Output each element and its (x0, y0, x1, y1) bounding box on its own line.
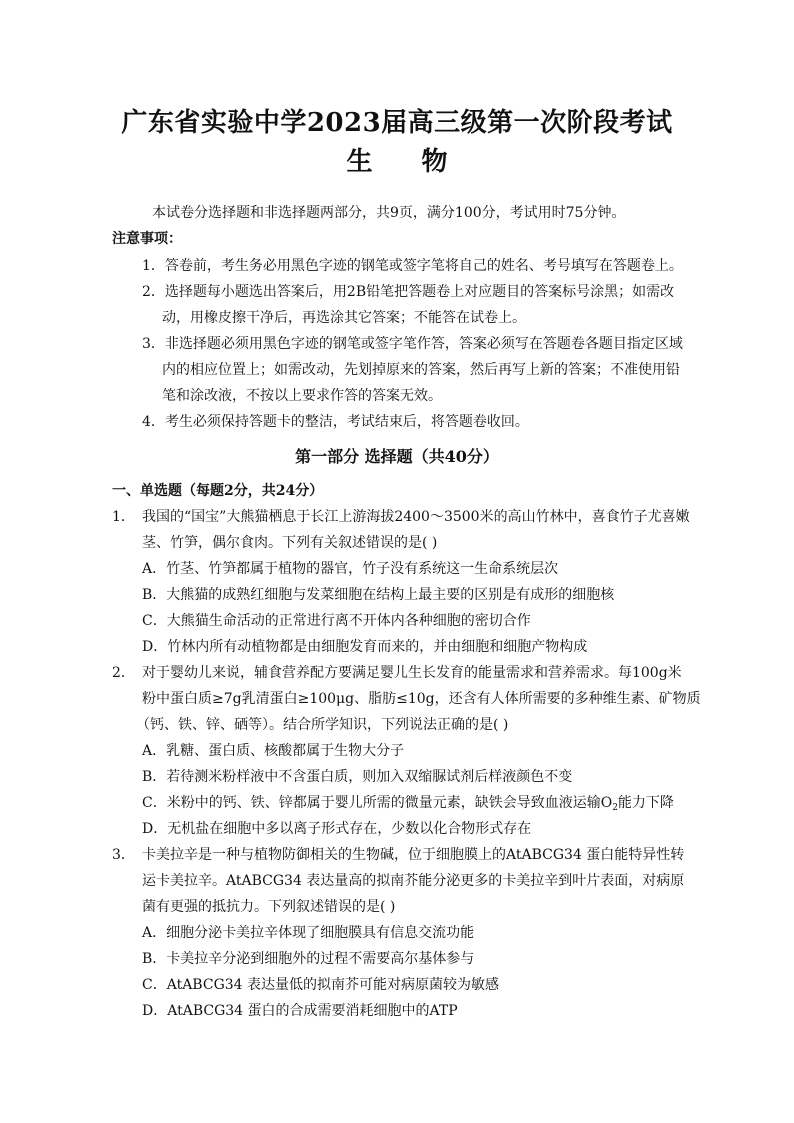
notice-line: 4．考生必须保持答题卡的整洁，考试结束后，将答题卷收回。 (142, 414, 529, 430)
exam-title: 广东省实验中学2023届高三级第一次阶段考试 (121, 108, 673, 138)
question-number: 1． (112, 509, 135, 525)
question-stem: 卡美拉辛是一种与植物防御相关的生物碱，位于细胞膜上的AtABCG34 蛋白能特异性转 (142, 847, 685, 863)
question-number: 2． (112, 665, 135, 681)
part1-title: 第一部分 选择题（共40分） (295, 447, 499, 466)
option-c: C．大熊猫生命活动的正常进行离不开体内各种细胞的密切合作 (142, 613, 531, 629)
notice-line: 笔和涂改液，不按以上要求作答的答案无效。 (162, 388, 442, 404)
question-stem: 运卡美拉辛。AtABCG34 表达量高的拟南芥能分泌更多的卡美拉辛到叶片表面，对病原 (142, 873, 685, 889)
option-b: B．若待测米粉样液中不含蛋白质，则加入双缩脲试剂后样液颜色不变 (142, 769, 573, 785)
option-c-text: C．米粉中的钙、铁、锌都属于婴儿所需的微量元素，缺铁会导致血液运输O (142, 795, 613, 811)
option-d: D．无机盐在细胞中多以离子形式存在，少数以化合物形式存在 (142, 821, 532, 837)
option-a: A．竹茎、竹笋都属于植物的器官，竹子没有系统这一生命系统层次 (142, 561, 559, 577)
question-stem: 粉中蛋白质≥7g乳清蛋白≥100μg、脂肪≤10g，还含有人体所需要的多种维生素、矿物质 (142, 691, 701, 707)
notice-line: 1．答卷前，考生务必用黑色字迹的钢笔或签字笔将自己的姓名、考号填写在答题卷上。 (142, 258, 683, 274)
option-b: B．卡美拉辛分泌到细胞外的过程不需要高尔基体参与 (142, 951, 475, 967)
intro-text: 本试卷分选择题和非选择题两部分，共9页，满分100分，考试用时75分钟。 (152, 205, 626, 221)
question-stem: 菌有更强的抵抗力。下列叙述错误的是( ) (142, 899, 396, 915)
notice-line: 内的相应位置上；如需改动，先划掉原来的答案，然后再写上新的答案；不准使用铅 (162, 362, 680, 378)
question-stem: 对于婴幼儿来说，辅食营养配方要满足婴儿生长发育的能量需求和营养需求。每100g米 (142, 665, 682, 681)
question-stem: 茎、竹笋，偶尔食肉。下列有关叙述错误的是( ) (142, 535, 438, 551)
option-c (142, 793, 674, 815)
option-c-tail: 能力下降 (617, 795, 674, 811)
notice-heading: 注意事项： (112, 231, 182, 247)
option-a: A．细胞分泌卡美拉辛体现了细胞膜具有信息交流功能 (142, 925, 475, 941)
question-stem: 我国的“国宝”大熊猫栖息于长江上游海拔2400～3500米的高山竹林中，喜食竹子尤喜嫩 (142, 509, 690, 525)
option-c: C．AtABCG34 表达量低的拟南芥可能对病原菌较为敏感 (142, 977, 500, 993)
subscript: 2 (612, 803, 618, 813)
notice-line: 3．非选择题必须用黑色字迹的钢笔或签字笔作答，答案必须写在答题卷各题目指定区域 (142, 336, 683, 352)
question-number: 3． (112, 847, 135, 863)
subject-title: 生 物 (346, 147, 468, 177)
option-d: D．AtABCG34 蛋白的合成需要消耗细胞中的ATP (142, 1003, 458, 1019)
notice-line: 动，用橡皮擦干净后，再选涂其它答案；不能答在试卷上。 (162, 310, 526, 326)
question-stem: （钙、铁、锌、硒等）。结合所学知识，下列说法正确的是( ) (136, 717, 509, 733)
option-a: A．乳糖、蛋白质、核酸都属于生物大分子 (142, 743, 405, 759)
section-heading: 一、单选题（每题2分，共24分） (112, 483, 324, 499)
option-b: B．大熊猫的成熟红细胞与发菜细胞在结构上最主要的区别是有成形的细胞核 (142, 587, 615, 603)
notice-line: 2．选择题每小题选出答案后，用2B铅笔把答题卷上对应题目的答案标号涂黑；如需改 (142, 284, 675, 300)
option-d: D．竹林内所有动植物都是由细胞发育而来的，并由细胞和细胞产物构成 (142, 639, 588, 655)
